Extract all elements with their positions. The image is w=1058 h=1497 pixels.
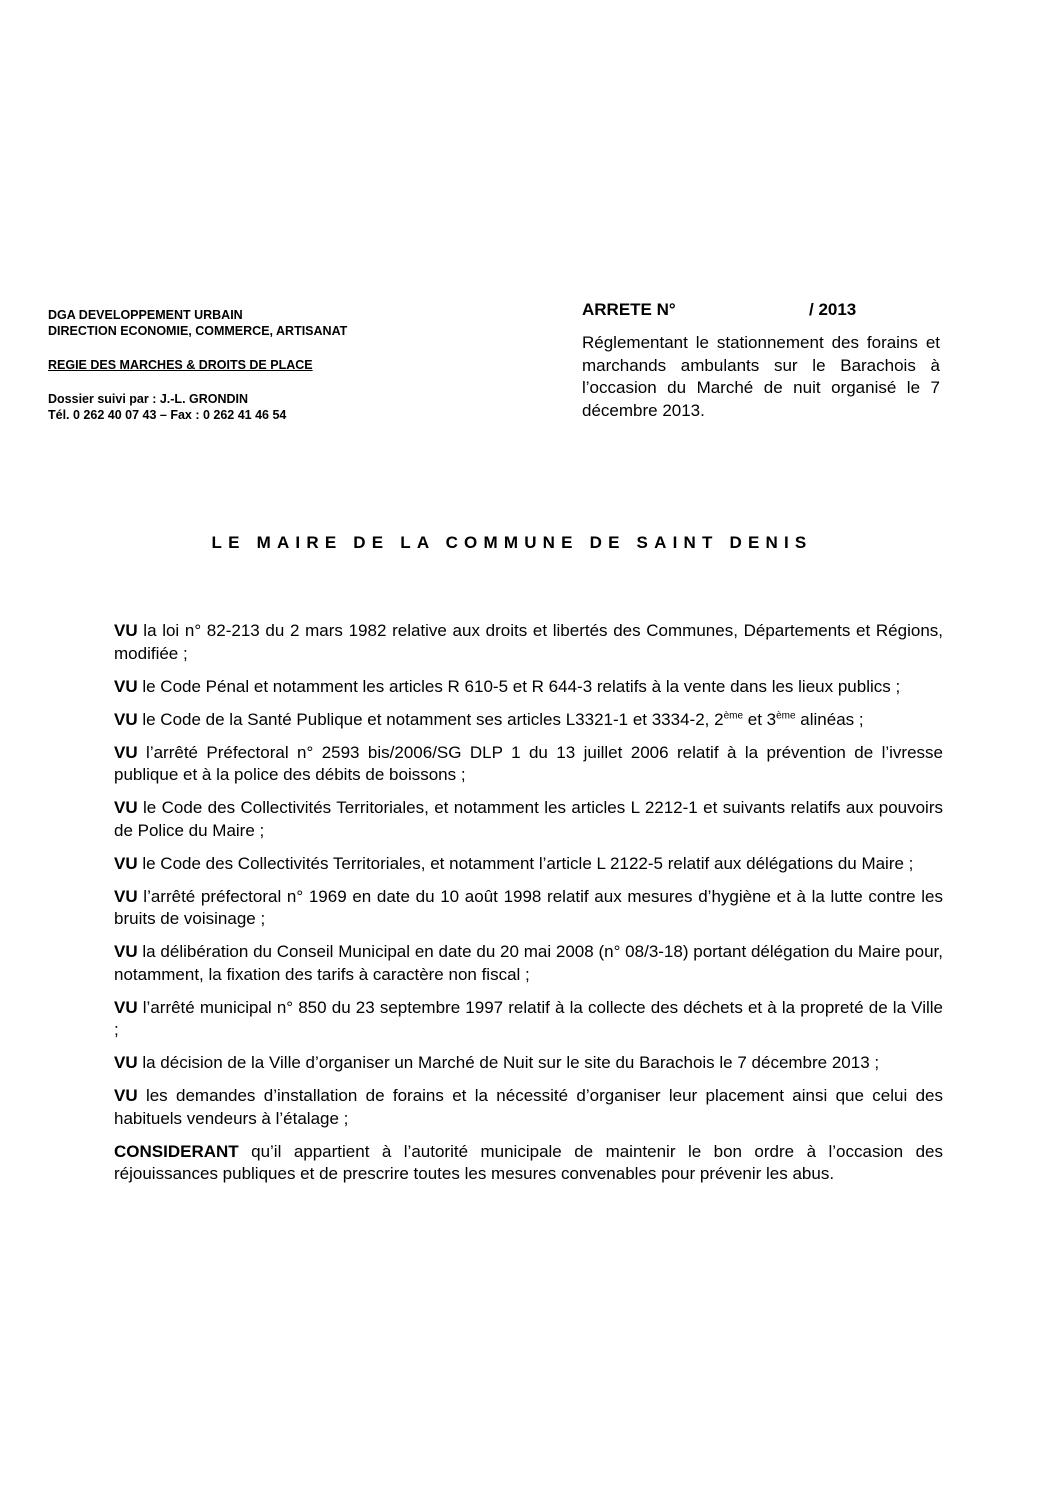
clause-keyword: CONSIDERANT	[114, 1141, 239, 1161]
clause-deliberation-conseil	[114, 941, 943, 986]
clause-keyword: VU	[114, 742, 138, 762]
clause-text: le Code des Collectivités Territoriales, et notamment l’article L 2122-5 relatif aux délégations du Maire ;	[137, 853, 914, 873]
direction-name: DIRECTION ECONOMIE, COMMERCE, ARTISANAT	[48, 324, 348, 338]
clause-cgct-police	[114, 797, 943, 842]
clause-text: le Code Pénal et notamment les articles R 610-5 et R 644-3 relatifs à la vente dans les lieux publics ;	[137, 676, 901, 696]
clause-keyword: VU	[114, 886, 138, 906]
clause-considerant	[114, 1141, 943, 1186]
clause-text-before: le Code de la Santé Publique et notamment ses articles L3321-1 et 3334-2, 2	[137, 709, 724, 729]
clause-keyword: VU	[114, 676, 138, 696]
clause-superscript: ème	[776, 709, 796, 721]
clause-arrete-prefectoral-2593	[114, 742, 943, 787]
arrete-number-label: ARRETE N°	[582, 300, 676, 319]
service-header	[48, 307, 468, 423]
clause-keyword: VU	[114, 997, 138, 1017]
clause-text: l’arrêté Préfectoral n° 2593 bis/2006/SG DLP 1 du 13 juillet 2006 relatif à la prévention de l’ivresse publique et à la police des débits de boissons ;	[114, 742, 943, 784]
clause-keyword: VU	[114, 1053, 138, 1072]
department-name: DGA DEVELOPPEMENT URBAIN	[48, 308, 243, 322]
contact-line: Tél. 0 262 40 07 43 – Fax : 0 262 41 46 54	[48, 408, 287, 422]
considerations-list	[114, 620, 943, 1196]
clause-keyword: VU	[114, 709, 138, 729]
clause-decision-marche-nuit	[114, 1052, 943, 1075]
followed-by: Dossier suivi par : J.-L. GRONDIN	[48, 392, 249, 406]
clause-demandes-installation	[114, 1085, 943, 1130]
service-name: REGIE DES MARCHES & DROITS DE PLACE	[48, 358, 313, 372]
clause-text: le Code des Collectivités Territoriales, et notamment les articles L 2212-1 et suivants relatifs aux pouvoirs de Police du Maire ;	[114, 798, 943, 840]
clause-text: la délibération du Conseil Municipal en date du 20 mai 2008 (n° 08/3-18) portant délégation du Maire pour, notamment, la fixation des tarifs à caractère non fiscal ;	[114, 942, 943, 984]
clause-text-mid: et 3	[743, 709, 777, 729]
clause-arrete-prefectoral-1969	[114, 886, 943, 931]
clause-text: les demandes d’installation de forains et la nécessité d’organiser leur placement ainsi que celui des habituels vendeurs à l’étalage ;	[114, 1086, 943, 1128]
arrete-subject: Réglementant le stationnement des forains et marchands ambulants sur le Barachois à l’occasion du Marché de nuit organisé le 7 décembre 2013.	[582, 333, 940, 420]
clause-keyword: VU	[114, 853, 138, 873]
clause-text: l’arrêté préfectoral n° 1969 en date du 10 août 1998 relatif aux mesures d’hygiène et à la lutte contre les bruits de voisinage ;	[114, 886, 943, 928]
mayor-title: LE MAIRE DE LA COMMUNE DE SAINT DENIS	[211, 533, 813, 552]
clause-code-sante-publique	[114, 709, 943, 732]
clause-text: la décision de la Ville d’organiser un Marché de Nuit sur le site du Barachois le 7 décembre 2013 ;	[137, 1053, 880, 1072]
clause-code-penal	[114, 676, 943, 699]
clause-keyword: VU	[114, 798, 138, 817]
clause-keyword: VU	[114, 1086, 138, 1105]
arrete-year: / 2013	[809, 300, 857, 319]
clause-superscript: ème	[723, 709, 744, 721]
clause-text-after: alinéas ;	[795, 709, 864, 729]
clause-loi-82-213	[114, 620, 943, 665]
arrete-block	[582, 300, 940, 422]
clause-cgct-delegations	[114, 853, 943, 876]
clause-arrete-municipal-850	[114, 997, 943, 1042]
clause-text: la loi n° 82-213 du 2 mars 1982 relative aux droits et libertés des Communes, Départements et Régions, modifiée ;	[114, 621, 943, 663]
clause-text: l’arrêté municipal n° 850 du 23 septembre 1997 relatif à la collecte des déchets et à la propreté de la Ville ;	[114, 997, 943, 1039]
clause-text: qu’il appartient à l’autorité municipale de maintenir le bon ordre à l’occasion des réjouissances publiques et de prescrire toutes les mesures convenables pour prévenir les abus.	[114, 1141, 943, 1183]
clause-keyword: VU	[114, 621, 138, 640]
clause-keyword: VU	[114, 942, 138, 961]
arrete-title	[582, 300, 940, 322]
